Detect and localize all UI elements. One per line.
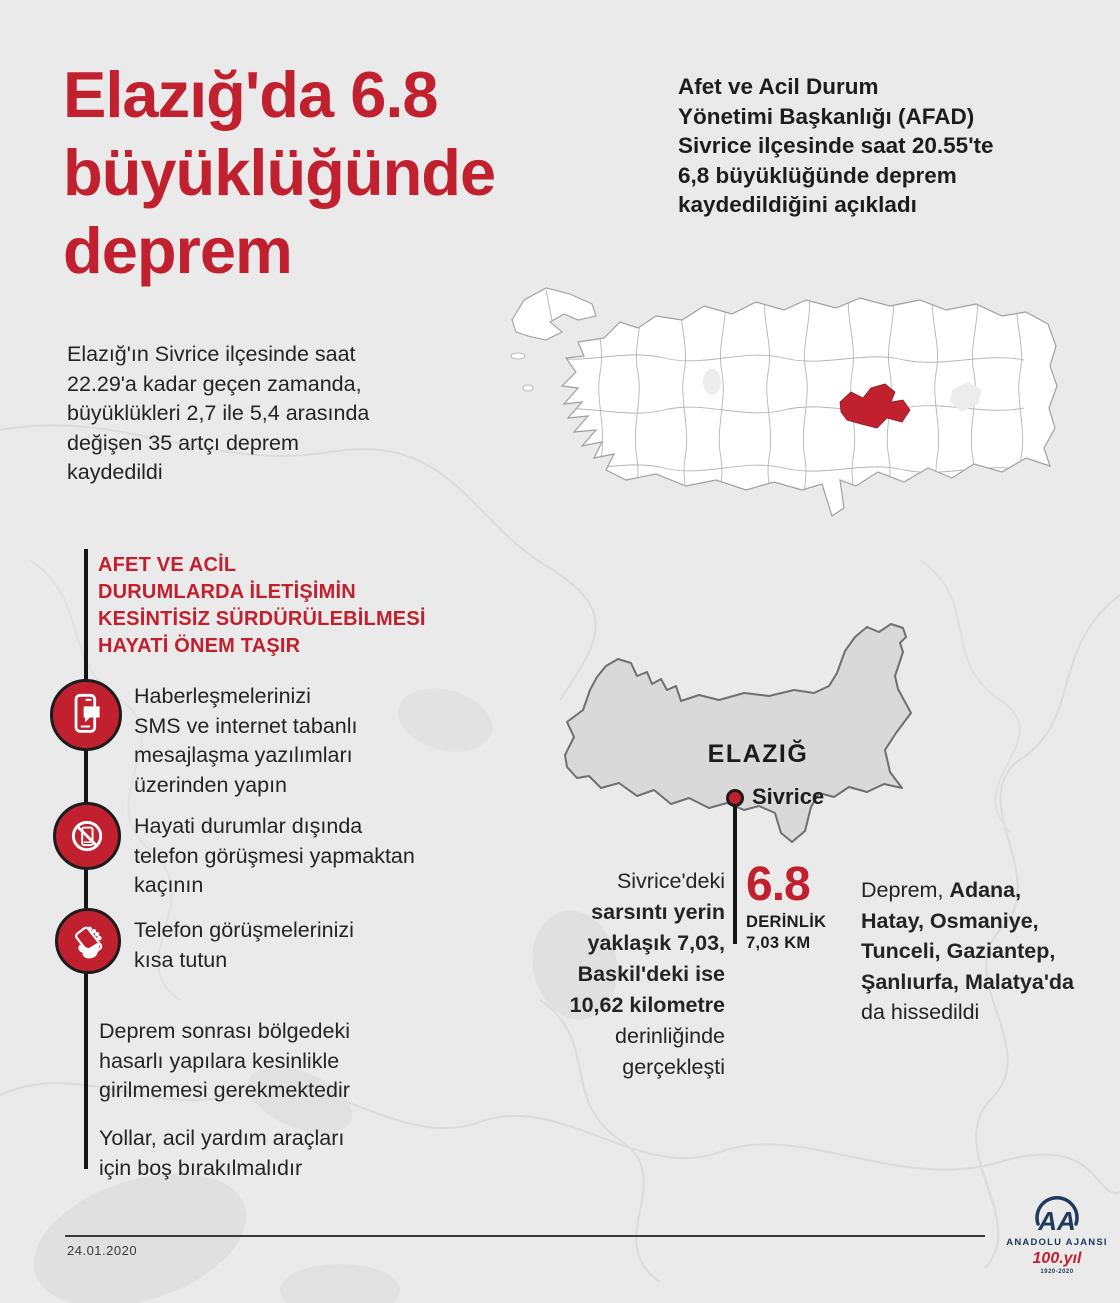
text-line: Hatay, Osmaniye,: [861, 908, 1039, 933]
text-line: hasarlı yapılara kesinlikle: [99, 1048, 340, 1073]
text-line: büyüklüğünde: [63, 136, 496, 209]
aftershock-summary-text: [67, 340, 447, 488]
elazig-province-map: [550, 580, 930, 860]
anadolu-agency-logo: [998, 1192, 1116, 1275]
text-line: da hissedildi: [861, 1000, 980, 1024]
town-label: Sivrice: [752, 784, 825, 809]
text-line: Deprem, Adana,: [861, 878, 1022, 902]
phone-in-hand-icon: [55, 908, 121, 974]
text-line: AFET VE ACİL: [98, 554, 237, 576]
centennial-label: 100.yıl: [1032, 1250, 1082, 1267]
advice-item-text: [134, 916, 474, 975]
text-line: Yönetimi Başkanlığı (AFAD): [678, 103, 975, 129]
text-line: üzerinden yapın: [134, 772, 287, 797]
province-label: ELAZIĞ: [707, 740, 809, 768]
depth-note-text: [533, 866, 725, 1083]
text-line: deprem: [63, 214, 292, 287]
afad-summary-text: [678, 72, 1028, 220]
text-line: büyüklükleri 2,7 ile 5,4 arasında: [67, 401, 370, 425]
advice-note: [99, 1017, 439, 1106]
text-line: Hayati durumlar dışında: [134, 814, 363, 838]
text-line: HAYATİ ÖNEM TAŞIR: [98, 635, 301, 657]
magnitude-block: [746, 858, 827, 953]
text-line: Yollar, acil yardım araçları: [99, 1126, 345, 1150]
epicenter-callout-line: [733, 806, 737, 944]
advice-note: [99, 1124, 439, 1183]
text-line: derinliğinde: [615, 1024, 725, 1048]
phone-sms-icon: [50, 679, 122, 751]
epicenter-marker: [726, 789, 744, 807]
text-line: Şanlıurfa, Malatya'da: [861, 969, 1075, 994]
text-line: Sivrice ilçesinde saat 20.55'te: [678, 133, 994, 158]
page-title: [63, 56, 623, 290]
felt-regions-text: [861, 875, 1096, 1028]
text-line: gerçekleşti: [622, 1055, 725, 1079]
text-line: Afet ve Acil Durum: [678, 74, 879, 99]
agency-name: ANADOLU AJANSI: [1006, 1237, 1108, 1248]
text-line: yaklaşık 7,03,: [587, 931, 725, 955]
text-line: girilmemesi gerekmektedir: [99, 1078, 350, 1102]
text-line: SMS ve internet tabanlı: [134, 713, 358, 738]
advice-heading: [98, 552, 498, 660]
text-line: sarsıntı yerin: [591, 900, 725, 924]
lake-tuz: [703, 369, 721, 395]
text-line: Tunceli, Gaziantep,: [861, 939, 1056, 963]
text-line: kısa tutun: [134, 947, 228, 972]
text-line: kaydedildi: [67, 460, 163, 484]
thrace-region: [512, 288, 596, 340]
text-line: Sivrice'deki: [616, 869, 725, 893]
text-line: DURUMLARDA İLETİŞİMİN: [98, 581, 356, 603]
no-phone-icon: [53, 802, 121, 870]
text-line: 22.29'a kadar geçen zamanda,: [67, 371, 362, 396]
magnitude-value: 6.8: [746, 858, 810, 911]
depth-label: DERİNLİK: [746, 913, 827, 931]
depth-value: 7,03 KM: [746, 934, 811, 952]
text-line: kaçının: [134, 873, 204, 897]
text-line: 6,8 büyüklüğünde deprem: [678, 162, 957, 188]
text-line: mesajlaşma yazılımları: [134, 743, 353, 767]
text-line: Deprem sonrası bölgedeki: [99, 1019, 350, 1043]
text-line: KESİNTİSİZ SÜRDÜRÜLEBİLMESİ: [98, 608, 426, 630]
text-line: Haberleşmelerinizi: [134, 684, 311, 708]
text-line: telefon görüşmesi yapmaktan: [134, 843, 415, 868]
turkey-provinces-map: [504, 260, 1062, 534]
text-line: Baskil'deki ise: [577, 962, 725, 986]
centennial-years: 1920-2020: [1040, 1269, 1074, 1275]
text-line: Telefon görüşmelerinizi: [134, 918, 354, 942]
text-line: 10,62 kilometre: [569, 993, 725, 1017]
aa-monogram-icon: [1025, 1192, 1089, 1236]
advice-item-text: [134, 812, 474, 901]
text-line: Elazığ'da 6.8: [63, 58, 438, 131]
text-line: için boş bırakılmalıdır: [99, 1155, 303, 1180]
advice-item-text: [134, 682, 474, 800]
svg-text:AA: AA: [1038, 1206, 1076, 1236]
text-line: kaydedildiğini açıkladı: [678, 192, 917, 217]
footer-rule: [65, 1235, 985, 1237]
text-line: Elazığ'ın Sivrice ilçesinde saat: [67, 342, 356, 366]
footer-date: 24.01.2020: [67, 1243, 138, 1258]
text-line: değişen 35 artçı deprem: [67, 430, 299, 455]
